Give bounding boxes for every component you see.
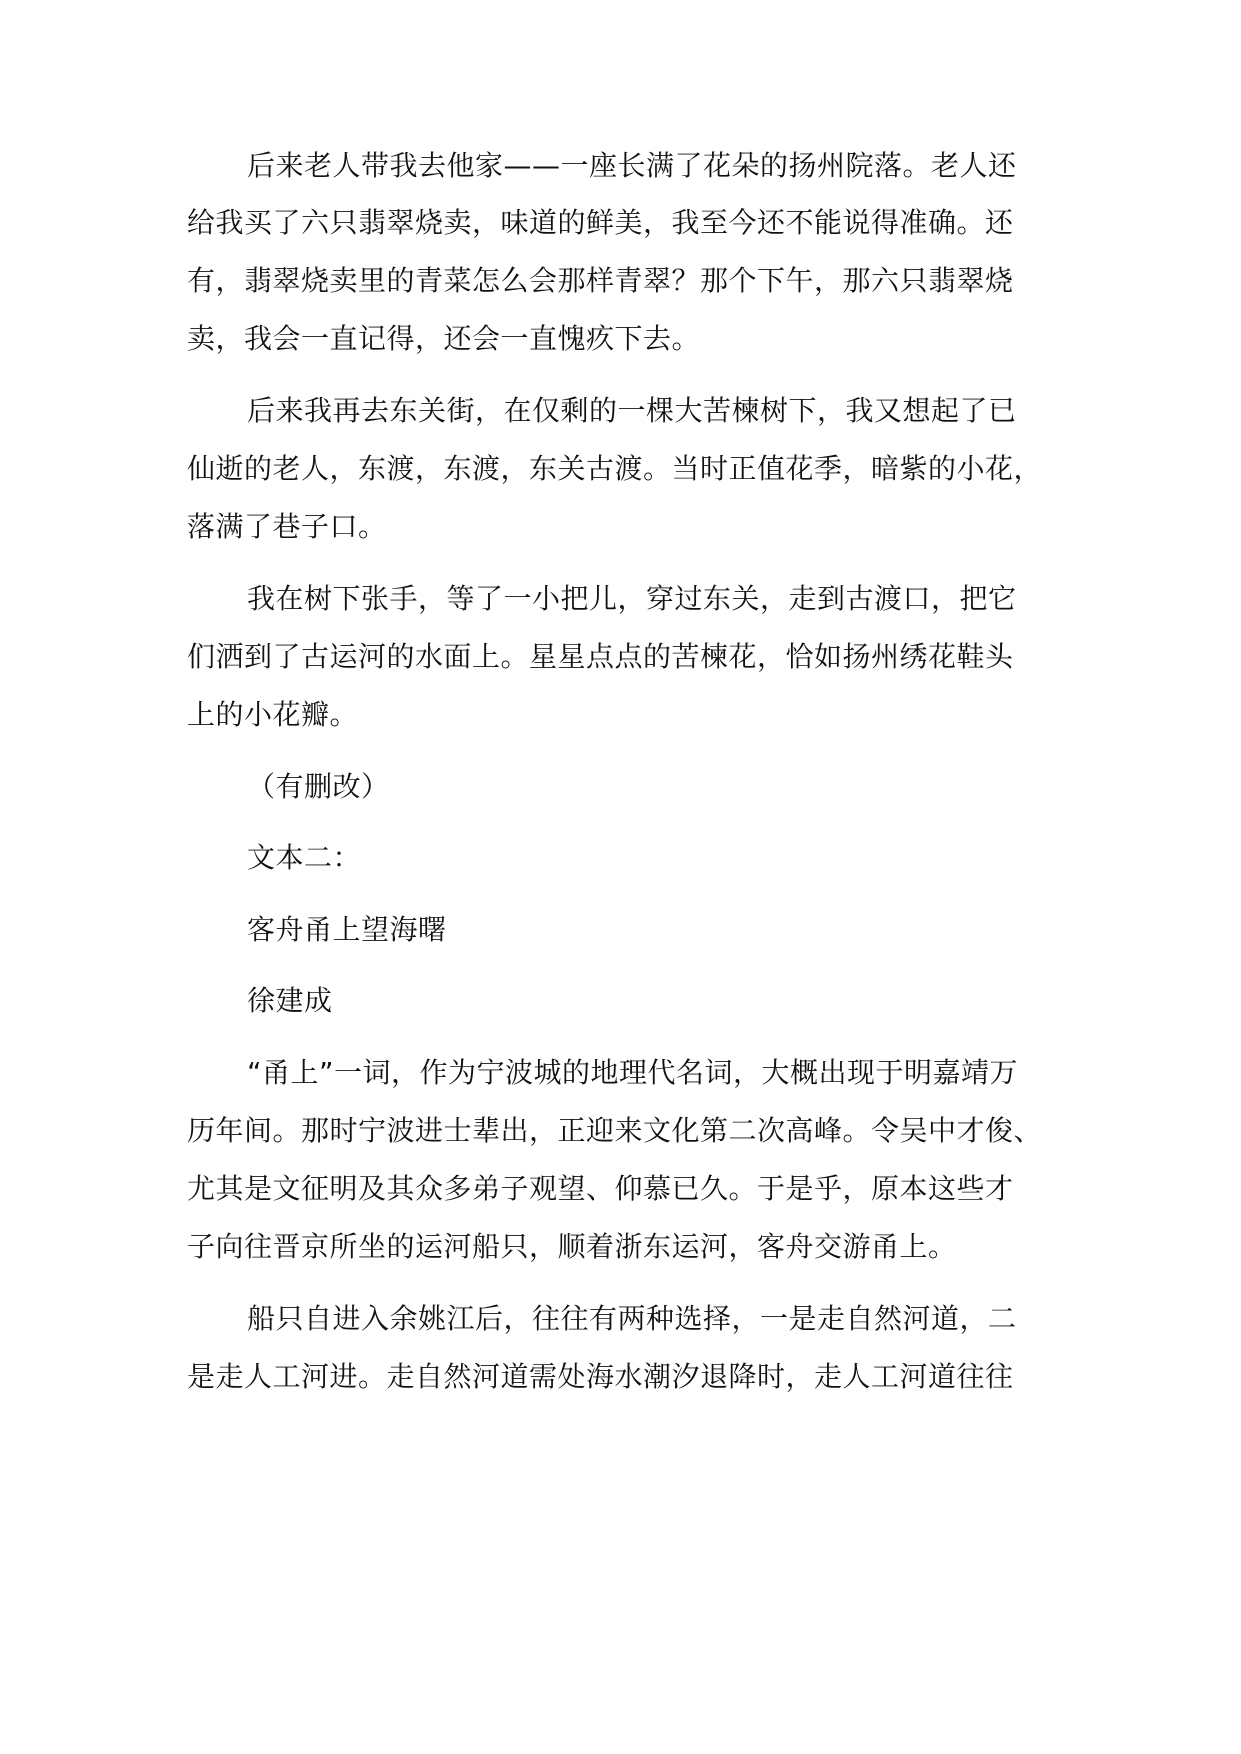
paragraph-4-line-4: 子向往晋京所坐的运河船只，顺着浙东运河，客舟交游甬上。	[187, 1230, 957, 1263]
paragraph-2-line-3: 落满了巷子口。	[187, 510, 387, 543]
paragraph-1-line-3: 有，翡翠烧卖里的青菜怎么会那样青翠？那个下午，那六只翡翠烧	[187, 264, 1014, 297]
paragraph-3-line-3: 上的小花瓣。	[187, 698, 359, 731]
paragraph-1-line-4: 卖，我会一直记得，还会一直愧疚下去。	[187, 322, 701, 355]
paragraph-1-line-2: 给我买了六只翡翠烧卖，味道的鲜美，我至今还不能说得准确。还	[187, 206, 1014, 239]
paragraph-5-line-1: 船只自进入余姚江后，往往有两种选择，一是走自然河道，二	[247, 1302, 1017, 1335]
revision-note: （有删改）	[247, 770, 390, 803]
paragraph-3-line-1: 我在树下张手，等了一小把儿，穿过东关，走到古渡口，把它	[247, 582, 1017, 615]
paragraph-2-line-2: 仙逝的老人，东渡，东渡，东关古渡。当时正值花季，暗紫的小花，	[187, 452, 1043, 485]
paragraph-4-line-3: 尤其是文征明及其众多弟子观望、仰慕已久。于是乎，原本这些才	[187, 1172, 1014, 1205]
paragraph-2-line-1: 后来我再去东关街，在仅剩的一棵大苦楝树下，我又想起了已	[247, 394, 1017, 427]
paragraph-1-line-1: 后来老人带我去他家——一座长满了花朵的扬州院落。老人还	[247, 149, 1017, 182]
article-title: 客舟甬上望海曙	[247, 913, 447, 946]
paragraph-3-line-2: 们洒到了古运河的水面上。星星点点的苦楝花，恰如扬州绣花鞋头	[187, 640, 1014, 673]
paragraph-4-line-2: 历年间。那时宁波进士辈出，正迎来文化第二次高峰。令吴中才俊、	[187, 1114, 1043, 1147]
paragraph-4-line-1: “甬上”一词，作为宁波城的地理代名词，大概出现于明嘉靖万	[247, 1056, 1019, 1089]
text-two-heading: 文本二：	[247, 841, 362, 874]
paragraph-5-line-2: 是走人工河进。走自然河道需处海水潮汐退降时，走人工河道往往	[187, 1360, 1014, 1393]
article-author: 徐建成	[247, 984, 333, 1017]
